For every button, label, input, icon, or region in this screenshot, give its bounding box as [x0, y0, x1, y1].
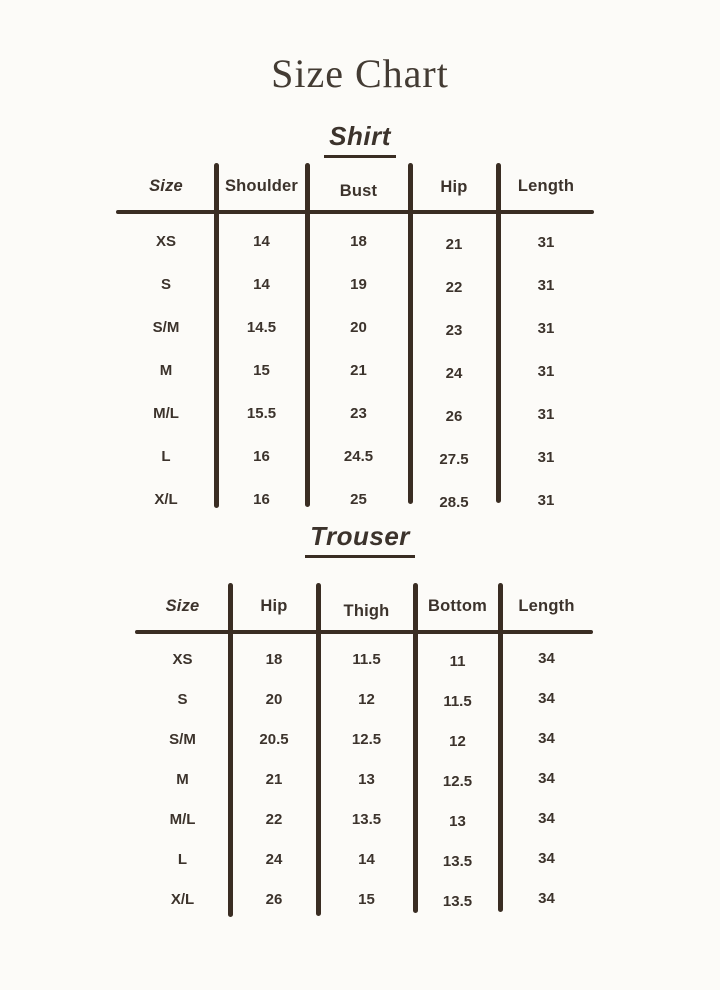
measurement-cell: 16 — [253, 491, 270, 508]
size-label-cell: M — [159, 362, 173, 379]
measurement-cell: 15 — [358, 890, 375, 908]
measurement-cell: 28.5 — [439, 494, 469, 511]
table-row — [116, 263, 594, 306]
measurement-cell: 31 — [537, 277, 555, 294]
measurement-cell: 25 — [350, 491, 367, 508]
measurement-cell: 31 — [537, 234, 555, 251]
measurement-cell: 31 — [537, 363, 555, 380]
measurement-cell: 20.5 — [259, 730, 289, 748]
column-header-size: Size — [149, 177, 183, 195]
column-divider-line — [228, 583, 233, 917]
table-row — [116, 306, 594, 349]
size-label-cell: S — [160, 276, 171, 293]
measurement-cell: 18 — [265, 650, 283, 668]
measurement-cell: 14.5 — [246, 319, 277, 336]
measurement-cell: 34 — [538, 729, 555, 747]
measurement-cell: 13.5 — [351, 810, 382, 828]
measurement-cell: 11 — [449, 652, 466, 670]
trouser-section-heading — [0, 521, 720, 558]
measurement-cell: 21 — [350, 362, 367, 379]
measurement-cell: 31 — [537, 406, 555, 423]
size-label-cell: M — [176, 770, 189, 788]
table-row — [116, 392, 594, 435]
column-header-length: Length — [518, 597, 575, 615]
column-header-length: Length — [517, 177, 575, 195]
size-label-cell: S/M — [169, 730, 196, 748]
table-row — [135, 679, 593, 719]
size-label-cell: XS — [172, 650, 193, 668]
trouser-size-table — [135, 583, 593, 919]
measurement-cell: 14 — [253, 233, 270, 250]
measurement-cell: 13 — [449, 812, 466, 830]
measurement-cell: 23 — [350, 405, 367, 422]
measurement-cell: 12 — [358, 690, 375, 708]
size-label-cell: X/L — [170, 890, 195, 908]
measurement-cell: 26 — [265, 890, 283, 908]
size-label-cell: M/L — [169, 810, 196, 828]
measurement-cell: 26 — [445, 408, 463, 425]
size-label-cell: L — [177, 850, 188, 868]
header-row — [116, 163, 594, 210]
measurement-cell: 13.5 — [442, 892, 473, 910]
size-label-cell: X/L — [154, 491, 178, 508]
column-divider-line — [498, 583, 503, 912]
measurement-cell: 24 — [445, 365, 463, 382]
page-title: Size Chart — [271, 51, 449, 96]
measurement-cell: 24.5 — [343, 448, 374, 465]
column-divider-line — [214, 163, 219, 508]
measurement-cell: 34 — [538, 769, 555, 787]
table-row — [135, 639, 593, 679]
table-row — [135, 759, 593, 799]
table-body — [116, 214, 594, 521]
column-header-hip: Hip — [260, 597, 288, 615]
measurement-cell: 24 — [265, 850, 283, 868]
measurement-cell: 31 — [537, 320, 555, 337]
shirt-size-table — [116, 163, 594, 521]
size-label-cell: S — [177, 690, 188, 708]
measurement-cell: 11.5 — [443, 692, 472, 710]
measurement-cell: 34 — [538, 809, 555, 827]
column-header-thigh: Thigh — [343, 602, 390, 620]
measurement-cell: 34 — [538, 849, 555, 867]
column-divider-line — [408, 163, 413, 504]
table-row — [116, 478, 594, 521]
measurement-cell: 21 — [265, 770, 283, 788]
column-divider-line — [305, 163, 310, 507]
measurement-cell: 34 — [538, 889, 555, 907]
measurement-cell: 22 — [265, 810, 283, 828]
column-header-size: Size — [165, 597, 200, 615]
measurement-cell: 23 — [445, 322, 463, 339]
column-divider-line — [413, 583, 418, 913]
table-row — [116, 349, 594, 392]
measurement-cell: 34 — [538, 689, 555, 707]
table-body — [135, 634, 593, 919]
column-header-bottom: Bottom — [428, 597, 487, 615]
measurement-cell: 31 — [537, 492, 555, 509]
table-row — [135, 879, 593, 919]
measurement-cell: 16 — [253, 448, 270, 465]
table-row — [116, 220, 594, 263]
measurement-cell: 15.5 — [246, 405, 277, 422]
header-row — [135, 583, 593, 630]
table-row — [116, 435, 594, 478]
shirt-section-heading — [0, 121, 720, 158]
size-label-cell: L — [161, 448, 171, 465]
column-divider-line — [496, 163, 501, 503]
measurement-cell: 20 — [350, 319, 367, 336]
column-header-shoulder: Shoulder — [224, 177, 299, 195]
measurement-cell: 19 — [350, 276, 367, 293]
measurement-cell: 18 — [350, 233, 367, 250]
measurement-cell: 13 — [358, 770, 375, 788]
size-label-cell: M/L — [153, 405, 179, 422]
measurement-cell: 12 — [449, 732, 466, 750]
measurement-cell: 15 — [253, 362, 270, 379]
measurement-cell: 11.5 — [352, 650, 381, 668]
measurement-cell: 21 — [445, 236, 463, 253]
table-row — [135, 799, 593, 839]
table-row — [135, 839, 593, 879]
size-label-cell: XS — [155, 233, 176, 250]
measurement-cell: 31 — [537, 449, 555, 466]
table-row — [135, 719, 593, 759]
measurement-cell: 12.5 — [442, 772, 473, 790]
shirt-heading-label: Shirt — [324, 121, 396, 158]
measurement-cell: 20 — [265, 690, 283, 708]
measurement-cell: 13.5 — [442, 852, 473, 870]
measurement-cell: 34 — [538, 649, 555, 667]
trouser-heading-label: Trouser — [305, 521, 415, 558]
column-divider-line — [316, 583, 321, 916]
column-header-hip: Hip — [440, 178, 468, 196]
column-header-bust: Bust — [339, 182, 378, 200]
size-label-cell: S/M — [152, 319, 180, 336]
measurement-cell: 27.5 — [439, 451, 469, 468]
measurement-cell: 14 — [358, 850, 375, 868]
measurement-cell: 22 — [445, 279, 463, 296]
measurement-cell: 14 — [253, 276, 270, 293]
measurement-cell: 12.5 — [351, 730, 382, 748]
